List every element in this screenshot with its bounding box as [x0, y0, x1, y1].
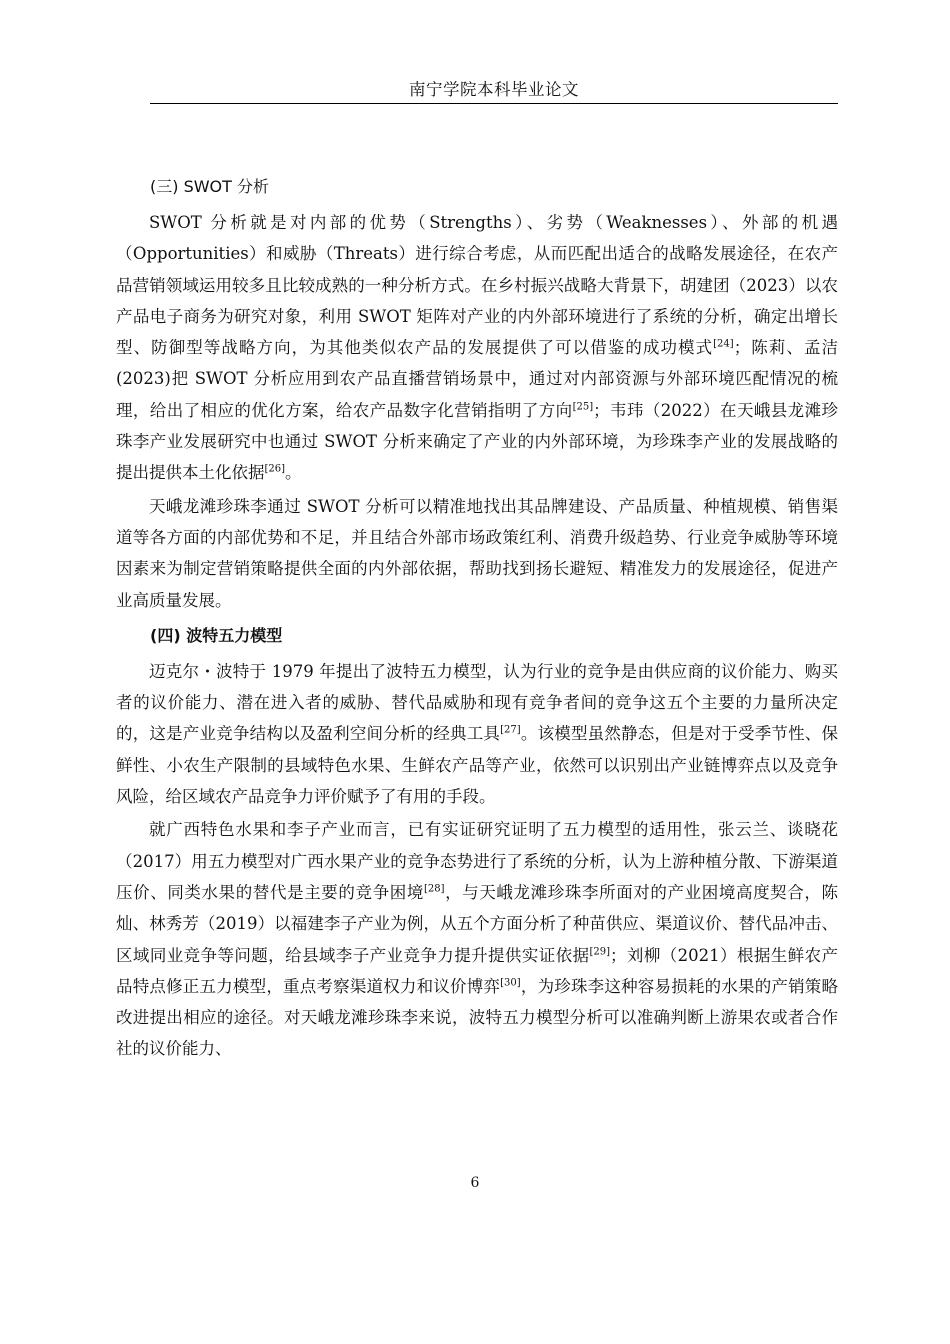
- running-header: 南宁学院本科毕业论文: [409, 80, 579, 99]
- citation-marker: [26]: [264, 463, 286, 475]
- paragraph: 迈克尔・波特于 1979 年提出了波特五力模型，认为行业的竞争是由供应商的议价能力、购买者的议价能力、潜在进入者的威胁、替代品威胁和现有竞争者间的竞争这五个主要的力量所决定的，这是产业竞争结构以及盈利空间分析的经典工具[27]。该模型虽然静态，但是对于受季节性、保鲜性、小农生产限制的县域特色水果、生鲜农产品等产业，依然可以识别出产业链博弈点以及竞争风险，给区域农产品竞争力评价赋予了有用的手段。: [116, 661, 839, 807]
- citation-marker: [24]: [713, 338, 734, 350]
- paragraph: SWOT 分析就是对内部的优势（Strengths）、劣势（Weaknesses）、外部的机遇（Opportunities）和威胁（Threats）进行综合考虑，从而匹配出适合的战略发展途径，在农产品营销领域运用较多且比较成熟的一种分析方式。在乡村振兴战略大背景下，胡建团（2023）以农产品电子商务为研究对象，利用 SWOT 矩阵对产业的内外部环境进行了系统的分析，确定出增长型、防御型等战略方向，为其他类似农产品的发展提供了可以借鉴的成功模式[24]；陈莉、孟洁(2023)把 SWOT 分析应用到农产品直播营销场景中，通过对内部资源与外部环境匹配情况的梳理，给出了相应的优化方案，给农产品数字化营销指明了方向[25]；韦玮（2022）在天峨县龙滩珍珠李产业发展研究中也通过 SWOT 分析来确定了产业的内外部环境，为珍珠李产业的发展战略的提出提供本土化依据[26]。: [116, 213, 839, 483]
- citation-marker: [30]: [500, 977, 521, 989]
- page-body: [116, 171, 838, 1065]
- citation-marker: [27]: [500, 724, 521, 736]
- paragraph: 天峨龙滩珍珠李通过 SWOT 分析可以精准地找出其品牌建设、产品质量、种植规模、销售渠道等各方面的内部优势和不足，并且结合外部市场政策红利、消费升级趋势、行业竞争威胁等环境因素来为制定营销策略提供全面的内外部依据，帮助找到扬长避短、精准发力的发展途径，促进产业高质量发展。: [116, 496, 838, 610]
- citation-marker: [28]: [423, 883, 445, 895]
- section-heading-porter: (四) 波特五力模型: [150, 625, 283, 645]
- citation-marker: [29]: [589, 946, 610, 958]
- section-heading-swot: (三) SWOT 分析: [150, 177, 270, 196]
- page-number: 6: [470, 1175, 480, 1191]
- paragraph: 就广西特色水果和李子产业而言，已有实证研究证明了五力模型的适用性，张云兰、谈晓花（2017）用五力模型对广西水果产业的竞争态势进行了系统的分析，认为上游种植分散、下游渠道压价、同类水果的替代是主要的竞争困境[28]，与天峨龙滩珍珠李所面对的产业困境高度契合，陈灿、林秀芳（2019）以福建李子产业为例，从五个方面分析了种苗供应、渠道议价、替代品冲击、区域同业竞争等问题，给县域李子产业竞争力提升提供实证依据[29]；刘柳（2021）根据生鲜农产品特点修正五力模型，重点考察渠道权力和议价博弈[30]，为珍珠李这种容易损耗的水果的产销策略改进提出相应的途径。对天峨龙滩珍珠李来说，波特五力模型分析可以准确判断上游果农或者合作社的议价能力、: [116, 820, 839, 1059]
- citation-marker: [25]: [572, 401, 594, 413]
- header-rule: [150, 103, 838, 104]
